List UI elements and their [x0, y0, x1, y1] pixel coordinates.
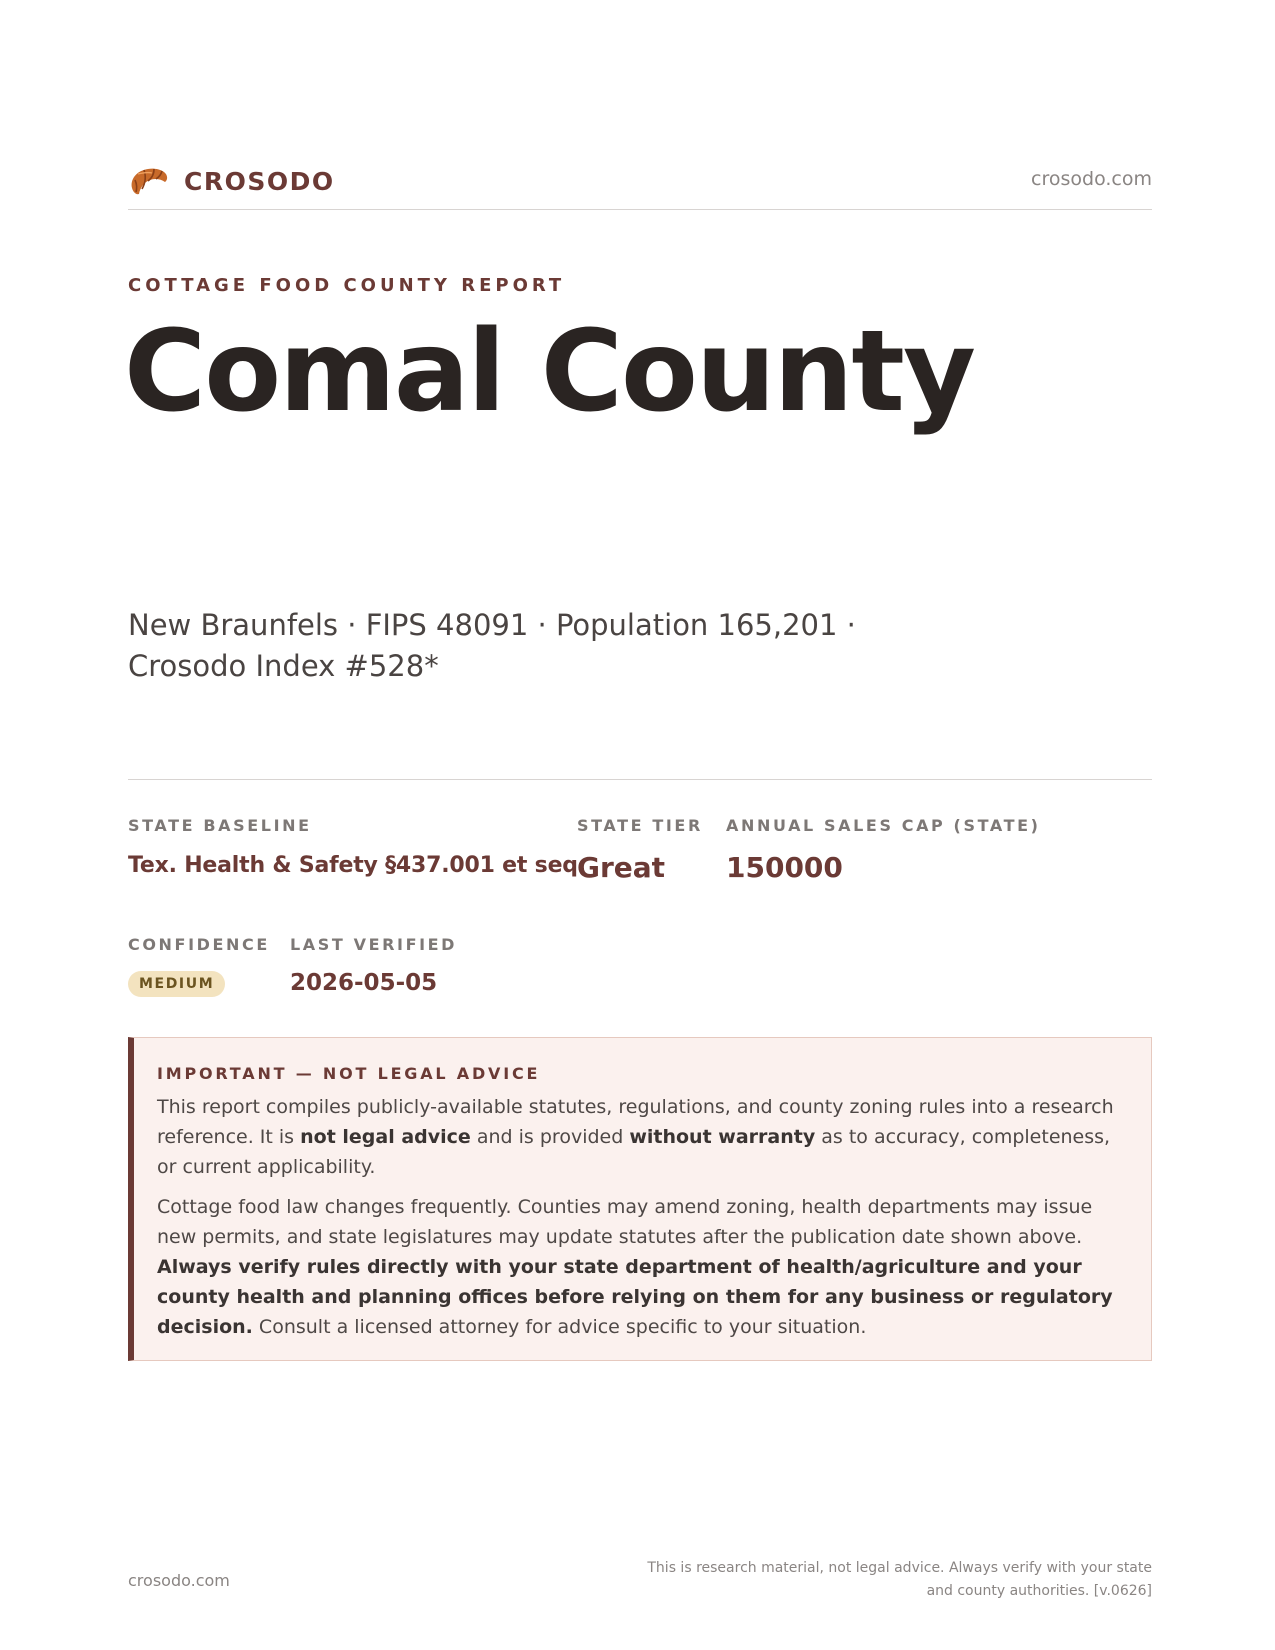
confidence-label: CONFIDENCE	[128, 935, 270, 954]
brand-name: CROSODO	[184, 166, 335, 196]
report-eyebrow: COTTAGE FOOD COUNTY REPORT	[128, 275, 566, 296]
notice-text: as to accuracy, completeness, or current applicability.	[157, 1126, 1111, 1178]
footer-disclaimer: This is research material, not legal advice. Always verify with your state and county authorities. [v.0626]	[647, 1560, 1152, 1599]
page-title: Comal County	[124, 307, 974, 437]
page-header	[128, 158, 1152, 210]
last-verified-value: 2026-05-05	[290, 970, 438, 996]
brand-logo	[128, 162, 335, 200]
county-subtitle: New Braunfels · FIPS 48091 · Population 165,201 · Crosodo Index #528*	[128, 608, 856, 683]
footer-site-url[interactable]: crosodo.com	[128, 1571, 230, 1590]
croissant-icon	[128, 162, 170, 200]
notice-paragraph	[157, 1192, 1132, 1342]
notice-emphasis: Always verify rules directly with your state department of health/agriculture and your county health and planning offices before relying on them for any business or regulatory decision.	[157, 1256, 1113, 1338]
notice-body	[157, 1092, 1132, 1342]
state-tier-value: Great	[577, 851, 666, 884]
notice-emphasis: not legal advice	[300, 1126, 471, 1148]
state-baseline-label: STATE BASELINE	[128, 816, 312, 835]
confidence-badge: MEDIUM	[128, 971, 225, 997]
sales-cap-value: 150000	[726, 851, 843, 884]
notice-heading: IMPORTANT — NOT LEGAL ADVICE	[157, 1064, 541, 1083]
site-url[interactable]: crosodo.com	[1031, 168, 1152, 190]
notice-text: Cottage food law changes frequently. Counties may amend zoning, health departments may issue new permits, and state legislatures may update statutes after the publication date shown above.	[157, 1196, 1093, 1248]
notice-text: This report compiles publicly-available statutes, regulations, and county zoning rules into a research reference. It is	[157, 1096, 1114, 1148]
notice-emphasis: without warranty	[629, 1126, 816, 1148]
state-baseline-field	[128, 816, 586, 878]
section-divider	[128, 779, 1152, 780]
state-baseline-value: Tex. Health & Safety §437.001 et seq.	[128, 853, 586, 878]
legal-notice	[128, 1037, 1152, 1361]
state-tier-label: STATE TIER	[577, 816, 703, 835]
confidence-field	[128, 935, 270, 997]
state-tier-field	[577, 816, 703, 884]
notice-paragraph	[157, 1092, 1132, 1182]
last-verified-label: LAST VERIFIED	[290, 935, 458, 954]
sales-cap-field	[726, 816, 1041, 884]
last-verified-field	[290, 935, 457, 996]
sales-cap-label: ANNUAL SALES CAP (STATE)	[726, 816, 1041, 835]
notice-text: Consult a licensed attorney for advice specific to your situation.	[252, 1316, 867, 1338]
notice-text: and is provided	[470, 1126, 630, 1148]
